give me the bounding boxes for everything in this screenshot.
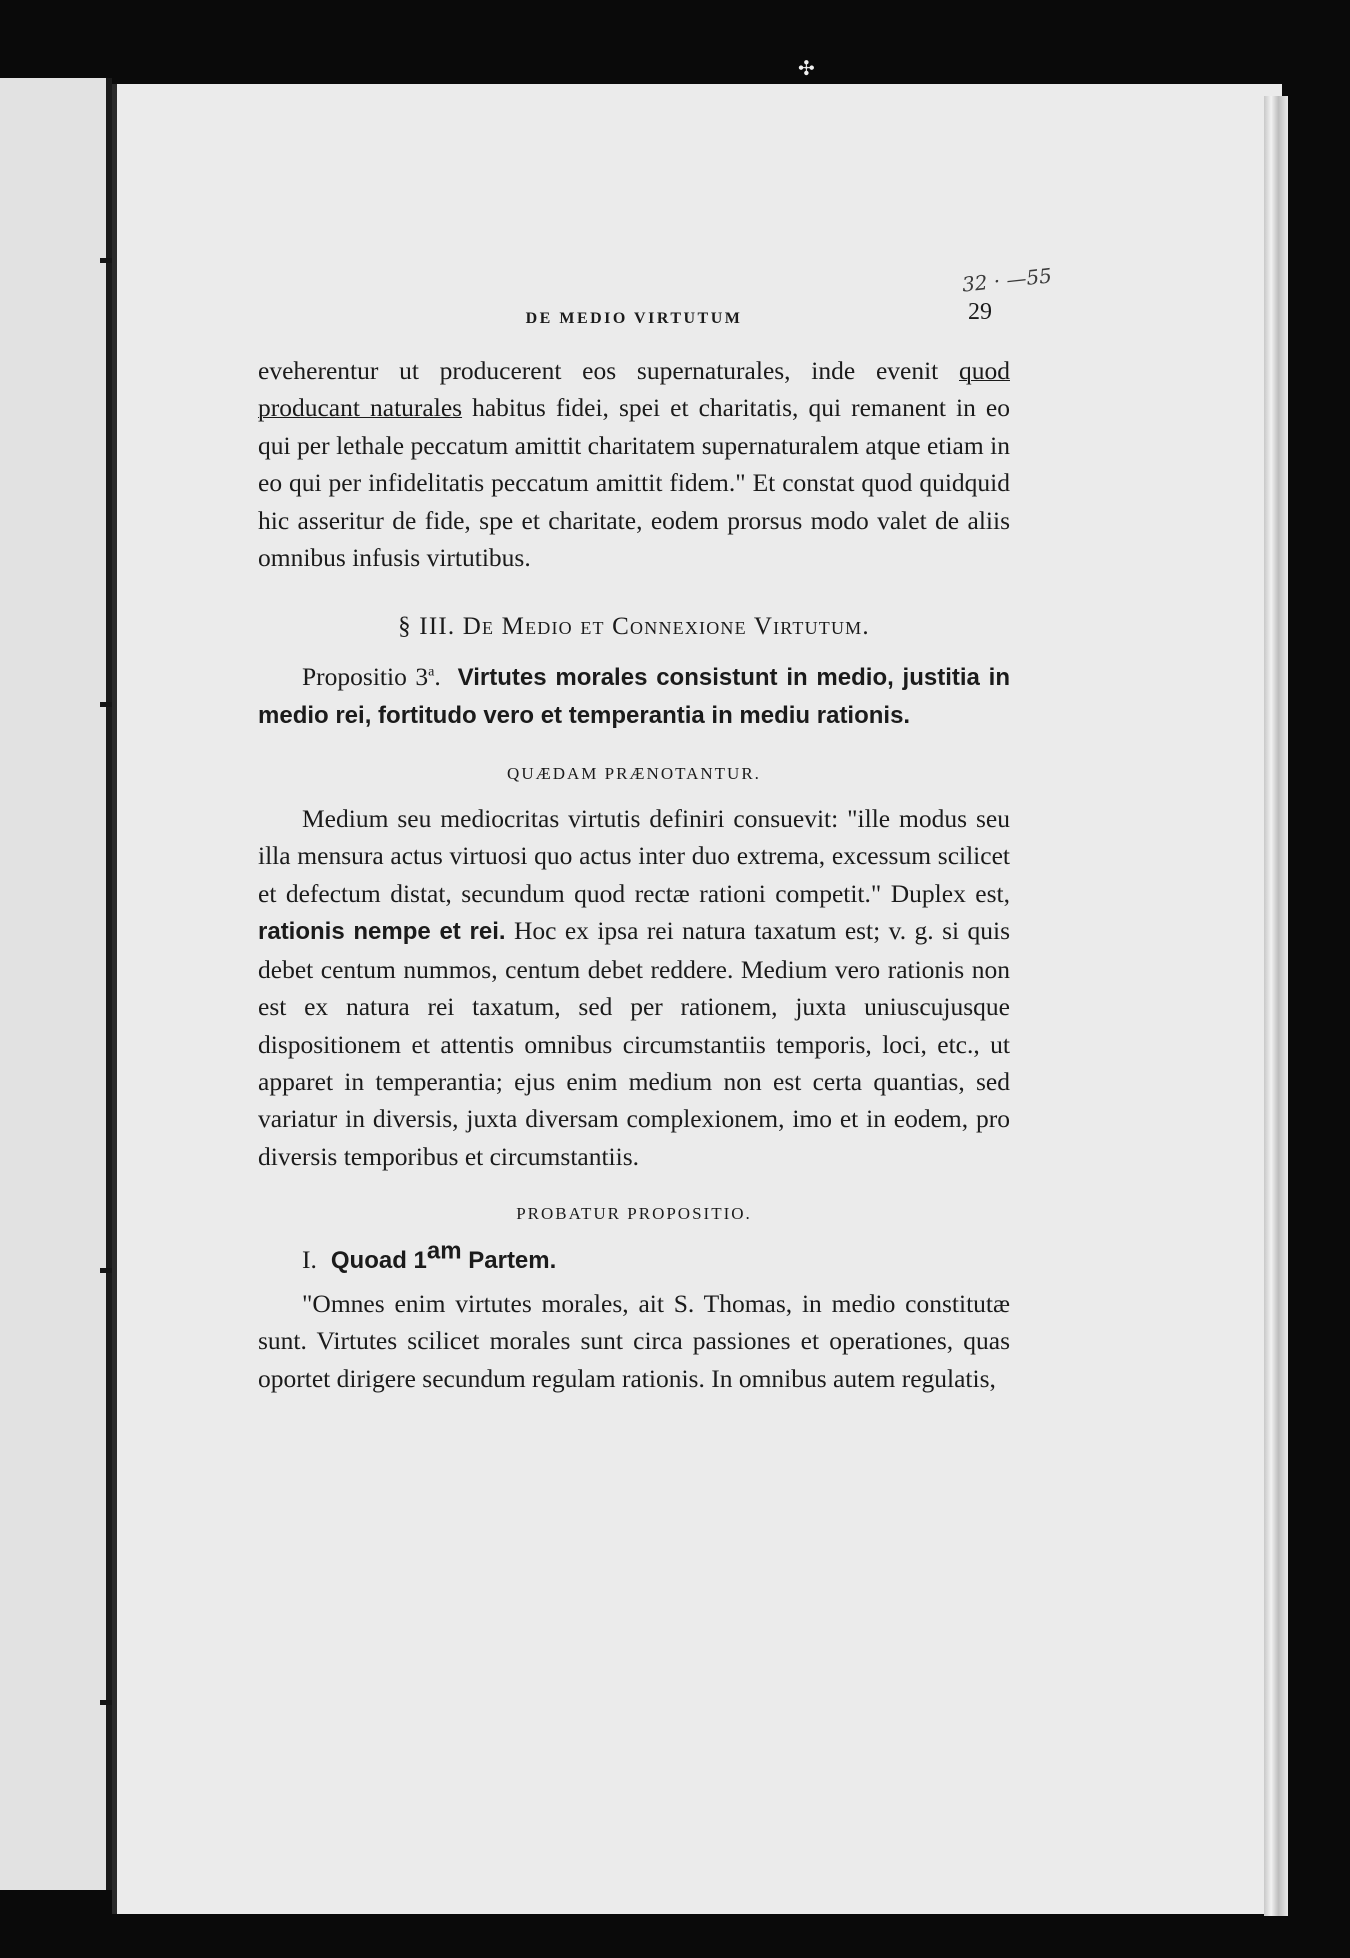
paragraph-text: habitus fidei, spei et charitatis, qui remanent in eo qui per lethale peccatum amittit charitatem supernaturalem atque etiam in eo qui per infidelitatis peccatum amittit fidem." Et constat quod quidquid hic asseritur de fide, spe et charitate, eodem prorsus modo valet de aliis omnibus infusis virtutibus. xyxy=(258,393,1010,573)
paragraph-text: Medium seu mediocritas virtutis definiri consuevit: "ille modus seu illa mensura actus virtuosi quo actus inter duo extrema, excessum scilicet et defectum distat, secundum quod rectæ rationi competit." Duplex est, xyxy=(258,804,1010,908)
proposition-statement: Virtutes morales consistunt in medio, justitia in medio rei, fortitudo vero et temperantia in mediu rationis. xyxy=(258,663,1010,730)
part-number: I. xyxy=(302,1244,317,1274)
facing-page-edge xyxy=(0,78,112,1890)
page-number: 29 xyxy=(968,299,992,325)
section-heading: § III. De Medio et Connexione Virtutum. xyxy=(398,613,870,641)
subheading-probatur: PROBATUR PROPOSITIO. xyxy=(516,1204,752,1224)
running-title: DE MEDIO VIRTUTUM xyxy=(525,310,743,327)
underlined-phrase: quod producant naturales xyxy=(258,356,1010,423)
paragraph-praenotantur xyxy=(258,800,1010,1175)
page-stack-edge xyxy=(1264,96,1288,1916)
subheading-praenotantur: QUÆDAM PRÆNOTANTUR. xyxy=(507,763,761,783)
part-heading xyxy=(258,1237,1010,1279)
part-label: Quoad 1 xyxy=(330,1246,427,1274)
handwritten-note: 32 · —55 xyxy=(960,263,1053,297)
proposition xyxy=(258,658,1010,735)
running-head xyxy=(258,263,1053,336)
part-label-superscript: am xyxy=(426,1237,462,1265)
proposition-label-superscript: a xyxy=(428,664,435,680)
paragraph-continued xyxy=(258,352,1010,576)
bold-phrase: rationis nempe et rei. xyxy=(258,918,506,946)
part-label-end: Partem. xyxy=(461,1246,557,1274)
paragraph-text: Hoc ex ipsa rei natura taxatum est; v. g. si quis debet centum nummos, centum debet reddere. Medium vero rationis non est ex natura rei taxatum, sed per rationem, juxta uniuscujusque dispositionem et attentis omnibus circumstantiis temporis, loci, etc., ut apparet in temperantia; ejus enim medium non est certa quantias, sed variatur in diversis, juxta diversam complexionem, imo et in eodem, pro diversis temporibus et circumstantiis. xyxy=(258,916,1010,1171)
scanner-mark-icon: ✣ xyxy=(798,56,815,80)
page-text xyxy=(258,263,1053,1397)
paragraph-quote: "Omnes enim virtutes morales, ait S. Thomas, in medio constitutæ sunt. Virtutes scilicet morales sunt circa passiones et operationes, quas oportet dirigere secundum regulam rationis. In omnibus autem regulatis, xyxy=(258,1288,1010,1393)
paragraph-text: eveherentur ut producerent eos supernaturales, inde evenit xyxy=(258,356,959,385)
proposition-label-end: . xyxy=(434,661,441,691)
proposition-label: Propositio 3 xyxy=(302,661,429,691)
